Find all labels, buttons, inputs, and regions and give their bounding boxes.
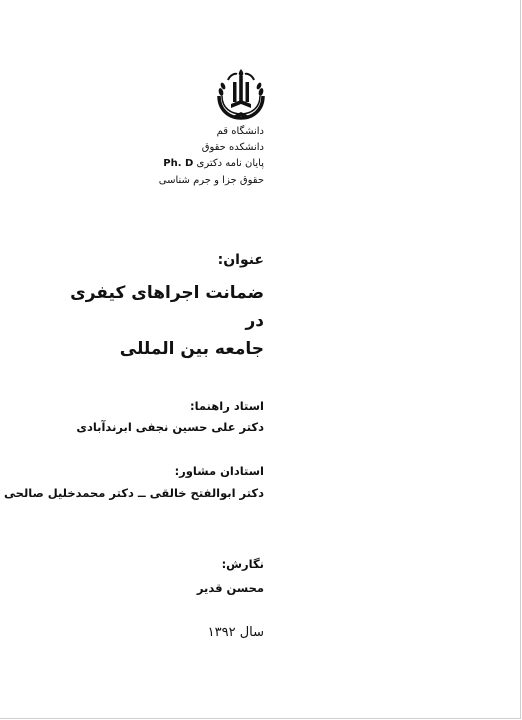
thesis-type-prefix: پایان نامه دکتری [196, 158, 264, 169]
thesis-degree: Ph. D [163, 158, 194, 169]
advisors-label: استادان مشاور: [174, 464, 264, 478]
author-name: محسن قدیر [196, 581, 264, 595]
author-label: نگارش: [221, 557, 264, 571]
title-line-2: در [245, 311, 264, 331]
field-of-study: حقوق جزا و جرم شناسی [158, 175, 264, 186]
supervisor-name: دکتر علی حسین نجفی ابرندآبادی [76, 420, 264, 434]
thesis-type [163, 157, 264, 171]
advisors-names: دکتر ابوالفتح خالقی ــ دکتر محمدخلیل صالحی [4, 486, 264, 500]
university-of-qom-emblem-icon [213, 66, 269, 122]
university-name: دانشگاه قم [216, 126, 264, 137]
supervisor-label: استاد راهنما: [189, 399, 264, 413]
title-label: عنوان: [217, 252, 264, 268]
faculty-name: دانشکده حقوق [201, 142, 264, 153]
title-line-1: ضمانت اجراهای کیفری [70, 283, 264, 303]
title-line-3: جامعه بین المللی [119, 339, 264, 359]
defense-year: سال ۱۳۹۲ [207, 625, 264, 640]
